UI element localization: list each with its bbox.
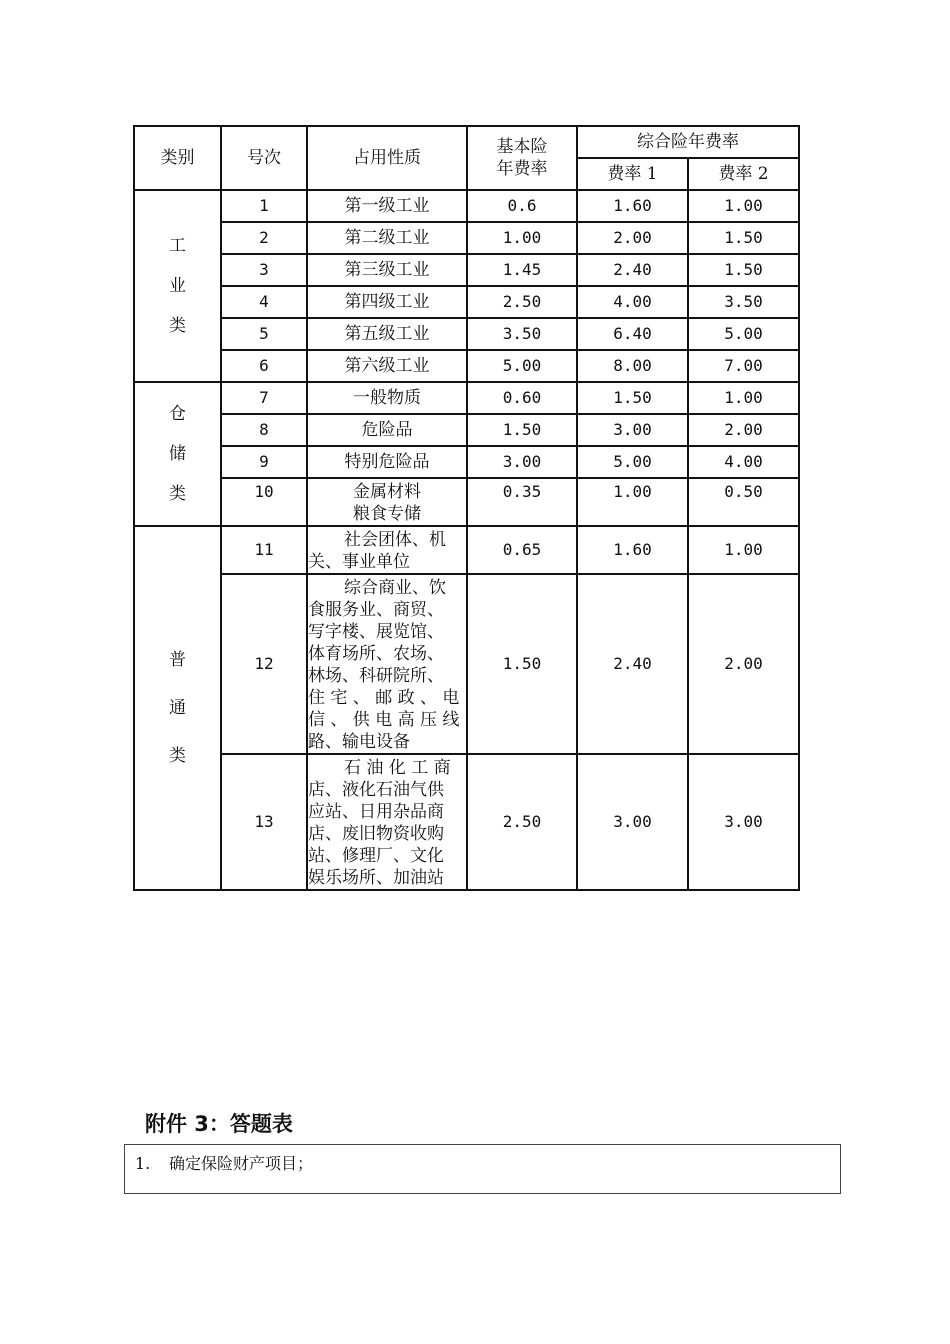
- table-row: [134, 446, 799, 478]
- row-rate-1: 3.00: [577, 754, 688, 890]
- row-rate-2: 3.00: [688, 754, 799, 890]
- table-row: [134, 414, 799, 446]
- header-base-rate-line-2: 年费率: [496, 159, 548, 179]
- row-rate-1: 1.50: [577, 382, 688, 414]
- row-base-rate: 5.00: [467, 350, 577, 382]
- row-number: 1: [221, 190, 307, 222]
- table-row: [134, 382, 799, 414]
- row-base-rate: 1.00: [467, 222, 577, 254]
- header-number: 号次: [221, 126, 307, 190]
- row-occupancy-line: 体育场所、农场、: [308, 644, 444, 664]
- answer-item: [135, 1151, 313, 1174]
- row-occupancy-line: 社会团体、机: [344, 530, 446, 550]
- row-number: 12: [221, 574, 307, 754]
- row-occupancy: 第二级工业: [307, 222, 467, 254]
- group-general-char-3: 类: [169, 746, 186, 766]
- row-rate-2: 4.00: [688, 446, 799, 478]
- row-base-rate: 2.50: [467, 754, 577, 890]
- row-rate-1: 2.00: [577, 222, 688, 254]
- row-number: 13: [221, 754, 307, 890]
- row-occupancy-line: 食服务业、商贸、: [308, 600, 444, 620]
- group-general: [134, 526, 221, 890]
- row-occupancy: [307, 478, 467, 526]
- row-base-rate: 0.35: [467, 478, 577, 526]
- answer-table: [124, 1144, 841, 1194]
- row-occupancy-line: 站、修理厂、文化: [308, 846, 444, 866]
- row-rate-1: 5.00: [577, 446, 688, 478]
- table-row: [134, 318, 799, 350]
- group-industrial: [134, 190, 221, 382]
- row-rate-2: 0.50: [688, 478, 799, 526]
- row-occupancy: 第六级工业: [307, 350, 467, 382]
- row-rate-2: 1.00: [688, 526, 799, 574]
- table-row: [134, 190, 799, 222]
- row-occupancy: [307, 574, 467, 754]
- row-base-rate: 0.6: [467, 190, 577, 222]
- row-occupancy-line: 店、液化石油气供: [308, 780, 444, 800]
- row-occupancy: 第五级工业: [307, 318, 467, 350]
- table-row: [134, 754, 799, 890]
- row-occupancy: 特别危险品: [307, 446, 467, 478]
- row-rate-2: 1.50: [688, 254, 799, 286]
- table-row: [134, 286, 799, 318]
- row-occupancy: 第三级工业: [307, 254, 467, 286]
- table-row: [134, 222, 799, 254]
- table-row: [134, 574, 799, 754]
- table-row: [134, 526, 799, 574]
- row-number: 7: [221, 382, 307, 414]
- row-occupancy-line: 娱乐场所、加油站: [308, 868, 444, 888]
- group-industrial-char-1: 工: [169, 236, 186, 256]
- row-occupancy-line: 关、事业单位: [308, 552, 410, 572]
- insurance-rate-table: [133, 125, 800, 891]
- row-occupancy-line: 信 、 供 电 高 压 线: [308, 710, 460, 730]
- row-base-rate: 1.50: [467, 414, 577, 446]
- table-row: [134, 254, 799, 286]
- header-category: 类别: [134, 126, 221, 190]
- row-rate-2: 3.50: [688, 286, 799, 318]
- row-number: 4: [221, 286, 307, 318]
- group-storage-char-2: 储: [169, 444, 186, 464]
- row-rate-1: 1.60: [577, 526, 688, 574]
- row-number: 5: [221, 318, 307, 350]
- row-base-rate: 1.50: [467, 574, 577, 754]
- row-rate-2: 1.50: [688, 222, 799, 254]
- answer-item-index: 1.: [135, 1154, 151, 1173]
- header-base-rate: [467, 126, 577, 190]
- row-occupancy: [307, 754, 467, 890]
- row-rate-1: 2.40: [577, 254, 688, 286]
- row-rate-2: 1.00: [688, 382, 799, 414]
- row-base-rate: 0.60: [467, 382, 577, 414]
- row-number: 6: [221, 350, 307, 382]
- row-occupancy-line: 石 油 化 工 商: [344, 758, 451, 778]
- table-row: [134, 350, 799, 382]
- table-row: [134, 478, 799, 526]
- row-rate-1: 1.00: [577, 478, 688, 526]
- row-occupancy: 第四级工业: [307, 286, 467, 318]
- header-rate-1: 费率 1: [577, 158, 688, 190]
- row-occupancy-line: 综合商业、饮: [344, 578, 446, 598]
- row-occupancy-line: 粮食专储: [353, 504, 421, 524]
- row-rate-2: 2.00: [688, 414, 799, 446]
- row-occupancy-line: 写字楼、展览馆、: [308, 622, 444, 642]
- row-number: 8: [221, 414, 307, 446]
- group-industrial-char-2: 业: [169, 276, 186, 296]
- header-occupancy: 占用性质: [307, 126, 467, 190]
- group-general-char-1: 普: [169, 650, 186, 670]
- row-base-rate: 0.65: [467, 526, 577, 574]
- row-occupancy: [307, 526, 467, 574]
- row-number: 10: [221, 478, 307, 526]
- group-general-char-2: 通: [169, 698, 186, 718]
- row-rate-2: 7.00: [688, 350, 799, 382]
- row-number: 3: [221, 254, 307, 286]
- row-rate-2: 2.00: [688, 574, 799, 754]
- row-rate-1: 2.40: [577, 574, 688, 754]
- row-occupancy: 第一级工业: [307, 190, 467, 222]
- row-occupancy-line: 住 宅 、 邮 政 、 电: [308, 688, 460, 708]
- row-rate-2: 5.00: [688, 318, 799, 350]
- header-comprehensive-rate: 综合险年费率: [577, 126, 799, 158]
- row-base-rate: 3.50: [467, 318, 577, 350]
- row-base-rate: 3.00: [467, 446, 577, 478]
- row-number: 9: [221, 446, 307, 478]
- group-storage-char-3: 类: [169, 484, 186, 504]
- row-occupancy: 危险品: [307, 414, 467, 446]
- row-rate-1: 4.00: [577, 286, 688, 318]
- row-occupancy-line: 林场、科研院所、: [308, 666, 444, 686]
- row-rate-1: 1.60: [577, 190, 688, 222]
- group-industrial-char-3: 类: [169, 316, 186, 336]
- group-storage: [134, 382, 221, 526]
- row-occupancy-line: 路、输电设备: [308, 732, 410, 752]
- row-base-rate: 1.45: [467, 254, 577, 286]
- row-number: 2: [221, 222, 307, 254]
- row-base-rate: 2.50: [467, 286, 577, 318]
- row-rate-1: 8.00: [577, 350, 688, 382]
- row-occupancy-line: 店、废旧物资收购: [308, 824, 444, 844]
- header-rate-2: 费率 2: [688, 158, 799, 190]
- row-rate-1: 6.40: [577, 318, 688, 350]
- row-rate-1: 3.00: [577, 414, 688, 446]
- attachment-title: 附件 3：答题表: [145, 1112, 293, 1136]
- row-rate-2: 1.00: [688, 190, 799, 222]
- header-base-rate-line-1: 基本险: [496, 137, 548, 157]
- group-storage-char-1: 仓: [169, 404, 186, 424]
- answer-item-text: 确定保险财产项目；: [169, 1154, 314, 1173]
- row-number: 11: [221, 526, 307, 574]
- row-occupancy: 一般物质: [307, 382, 467, 414]
- row-occupancy-line: 金属材料: [353, 482, 421, 502]
- row-occupancy-line: 应站、日用杂品商: [308, 802, 444, 822]
